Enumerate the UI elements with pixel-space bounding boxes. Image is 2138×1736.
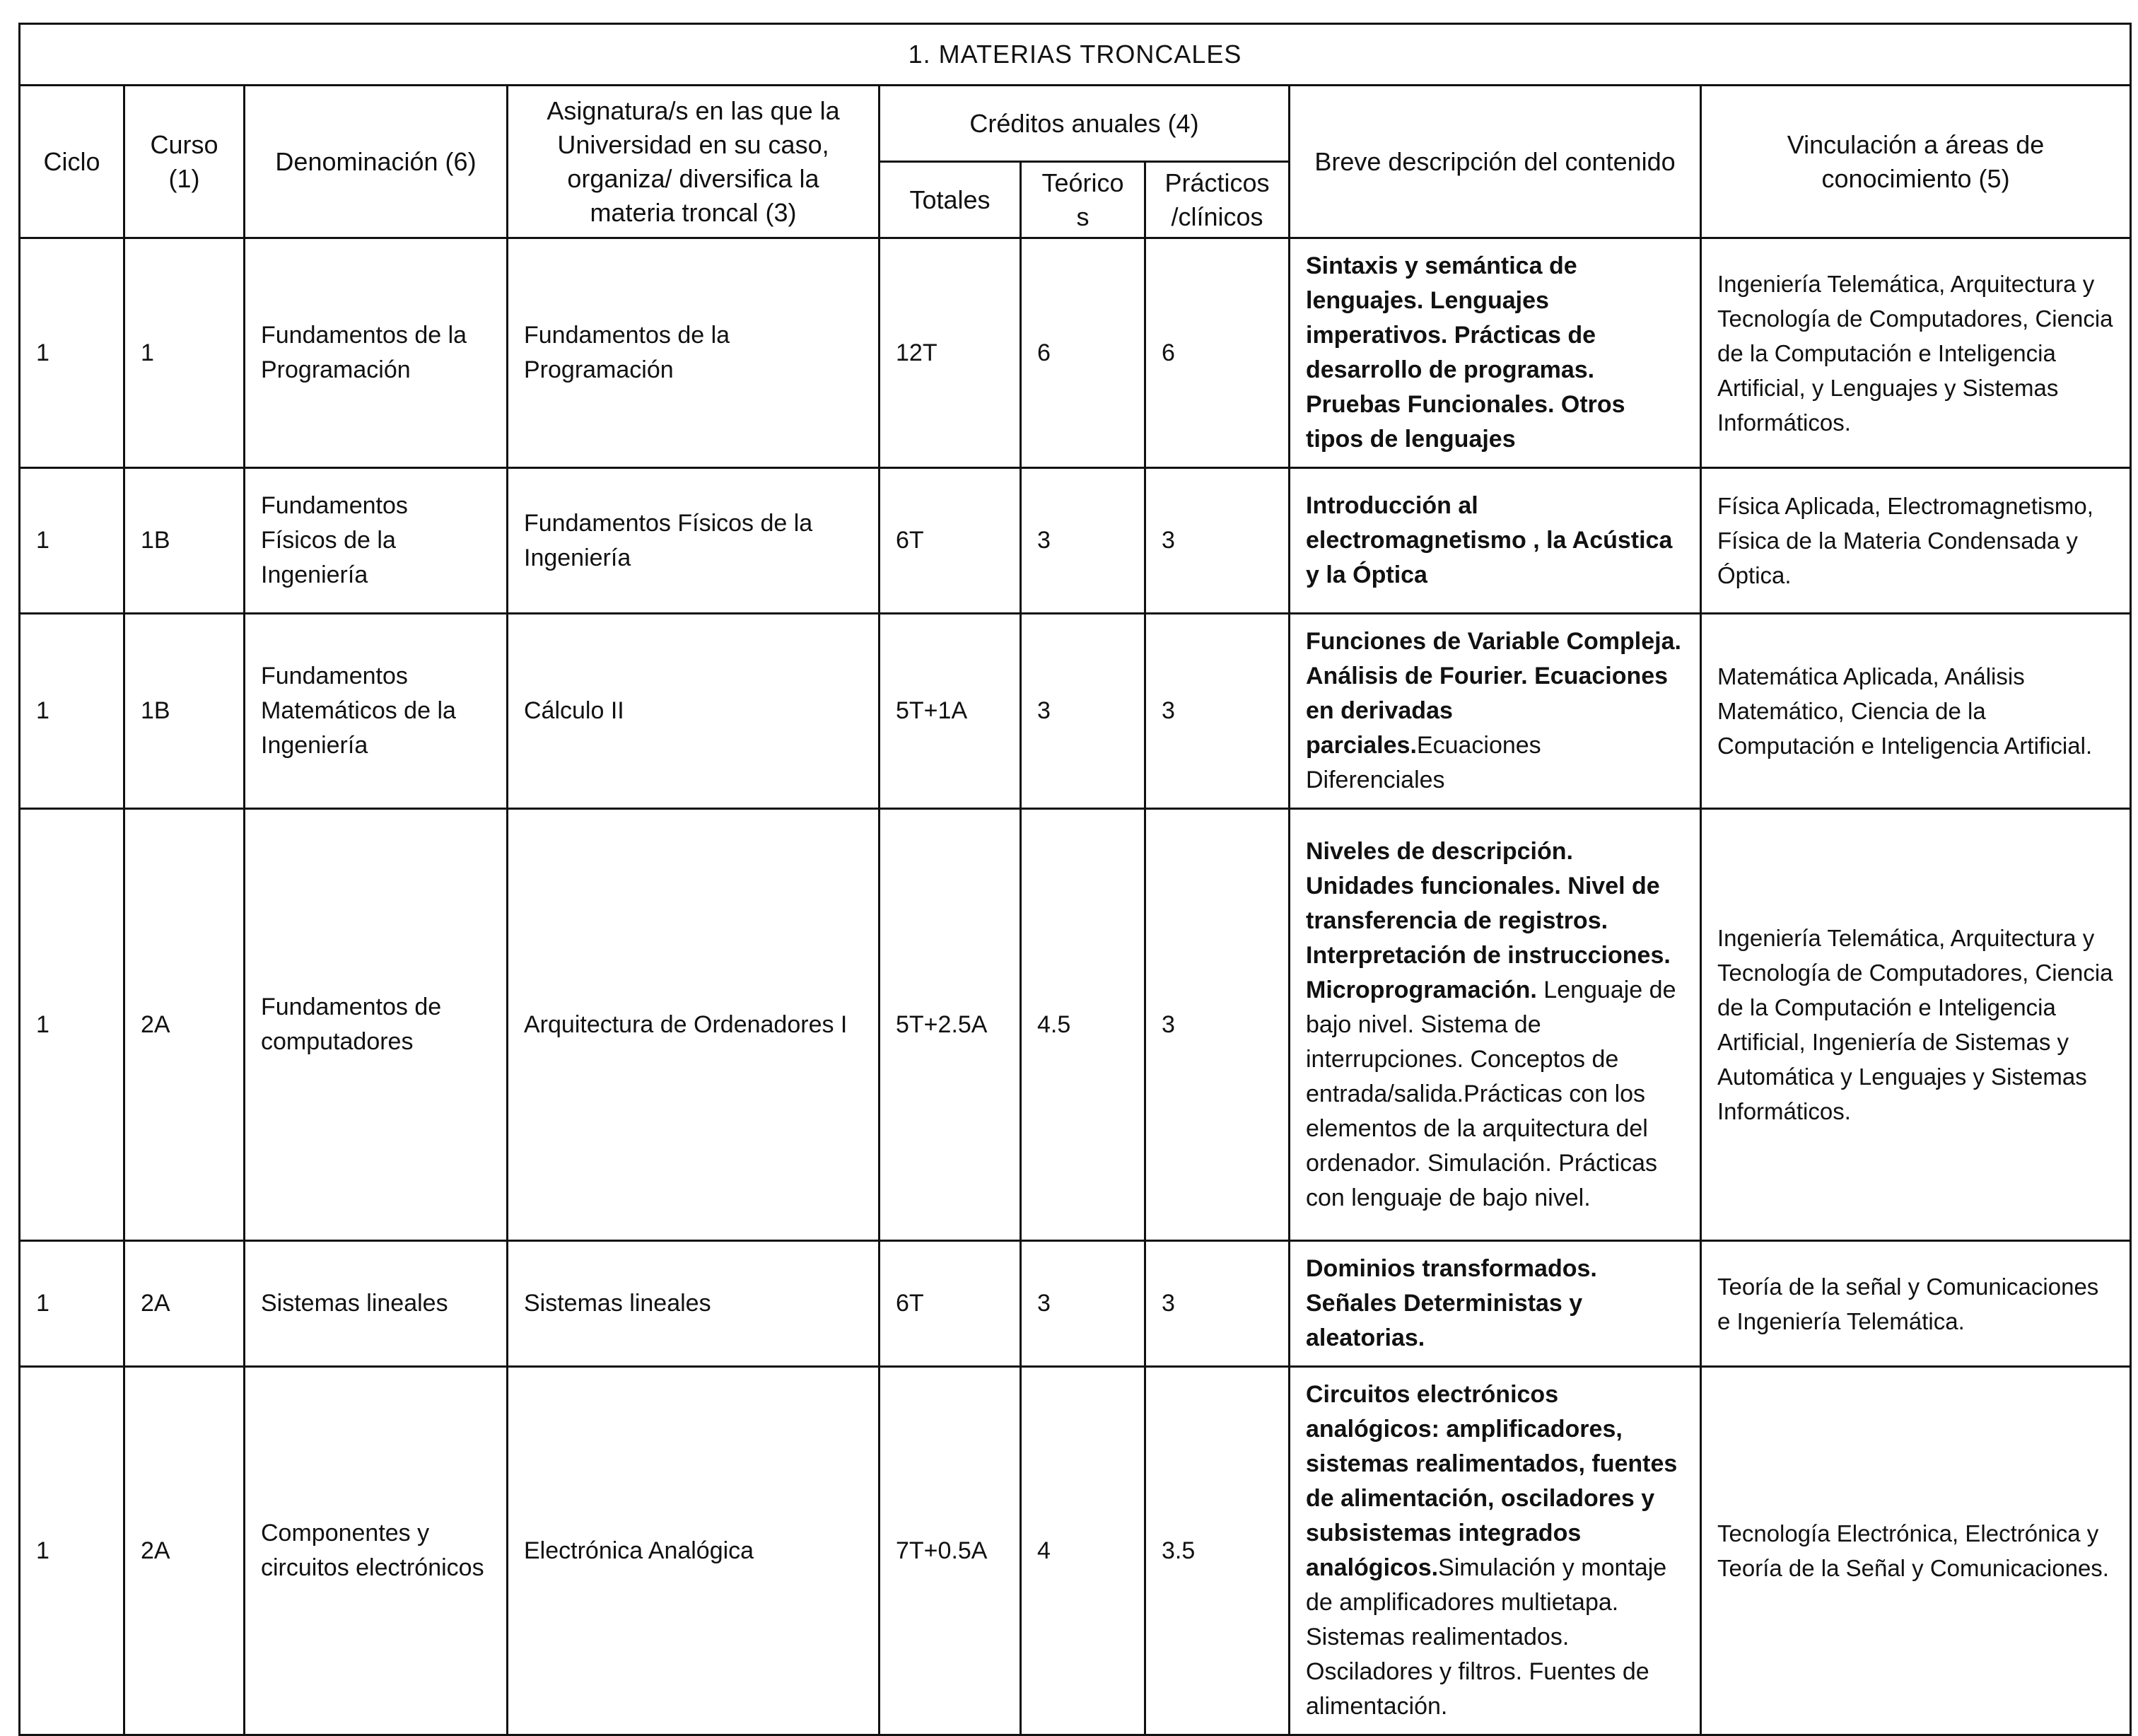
cell-curso: 2A — [124, 1367, 245, 1735]
descripcion-normal-text: Simulación y montaje de amplificadores multietapa. Sistemas realimentados. Osciladores y filtros. Fuentes de alimentación. — [1306, 1554, 1667, 1720]
cell-denominacion: Fundamentos de computadores — [245, 809, 508, 1241]
cell-descripcion — [1290, 614, 1701, 809]
materias-troncales-table — [18, 23, 2132, 1736]
cell-vinculacion: Física Aplicada, Electromagnetismo, Física de la Materia Condensada y Óptica. — [1701, 468, 2131, 614]
cell-asignatura: Electrónica Analógica — [508, 1367, 880, 1735]
header-denominacion: Denominación (6) — [245, 86, 508, 238]
cell-denominacion: Fundamentos de la Programación — [245, 238, 508, 468]
cell-practicos: 3 — [1145, 468, 1290, 614]
cell-asignatura: Cálculo II — [508, 614, 880, 809]
table-row — [20, 1367, 2131, 1735]
header-asignatura: Asignatura/s en las que la Universidad en su caso, organiza/ diversifica la materia troncal (3) — [508, 86, 880, 238]
troncales-table-document — [18, 23, 2130, 1736]
cell-vinculacion: Ingeniería Telemática, Arquitectura y Tecnología de Computadores, Ciencia de la Computación e Inteligencia Artificial, y Lenguajes y Sistemas Informáticos. — [1701, 238, 2131, 468]
cell-teoricos: 3 — [1021, 1241, 1145, 1367]
cell-asignatura: Fundamentos Físicos de la Ingeniería — [508, 468, 880, 614]
header-creditos-anuales: Créditos anuales (4) — [880, 86, 1290, 162]
header-vinculacion: Vinculación a áreas de conocimiento (5) — [1701, 86, 2131, 238]
table-title: 1. MATERIAS TRONCALES — [20, 24, 2131, 86]
table-row — [20, 614, 2131, 809]
descripcion-normal-text: Ecuaciones Diferenciales — [1306, 732, 1541, 793]
header-ciclo: Ciclo — [20, 86, 124, 238]
cell-curso: 1B — [124, 614, 245, 809]
cell-teoricos: 6 — [1021, 238, 1145, 468]
descripcion-bold-text: Niveles de descripción. Unidades funcionales. Nivel de transferencia de registros. Interpretación de instrucciones. Microprogramación. — [1306, 837, 1671, 1003]
cell-totales: 7T+0.5A — [880, 1367, 1021, 1735]
cell-curso: 1 — [124, 238, 245, 468]
cell-totales: 5T+1A — [880, 614, 1021, 809]
cell-teoricos: 4.5 — [1021, 809, 1145, 1241]
cell-descripcion — [1290, 1241, 1701, 1367]
cell-descripcion — [1290, 809, 1701, 1241]
cell-asignatura: Fundamentos de la Programación — [508, 238, 880, 468]
cell-curso: 1B — [124, 468, 245, 614]
header-descripcion: Breve descripción del contenido — [1290, 86, 1701, 238]
header-curso: Curso (1) — [124, 86, 245, 238]
cell-denominacion: Componentes y circuitos electrónicos — [245, 1367, 508, 1735]
cell-denominacion: Fundamentos Matemáticos de la Ingeniería — [245, 614, 508, 809]
cell-totales: 12T — [880, 238, 1021, 468]
cell-practicos: 3 — [1145, 1241, 1290, 1367]
header-practicos: Prácticos /clínicos — [1145, 162, 1290, 238]
cell-descripcion — [1290, 468, 1701, 614]
cell-ciclo: 1 — [20, 238, 124, 468]
table-row — [20, 809, 2131, 1241]
cell-denominacion: Sistemas lineales — [245, 1241, 508, 1367]
descripcion-bold-text: Circuitos electrónicos analógicos: amplificadores, sistemas realimentados, fuentes de alimentación, osciladores y subsistemas integrados analógicos. — [1306, 1381, 1678, 1581]
cell-ciclo: 1 — [20, 809, 124, 1241]
descripcion-bold-text: Funciones de Variable Compleja. Análisis de Fourier. Ecuaciones en derivadas parciales. — [1306, 628, 1681, 759]
cell-practicos: 3 — [1145, 614, 1290, 809]
cell-asignatura: Arquitectura de Ordenadores I — [508, 809, 880, 1241]
cell-totales: 5T+2.5A — [880, 809, 1021, 1241]
cell-vinculacion: Matemática Aplicada, Análisis Matemático, Ciencia de la Computación e Inteligencia Artificial. — [1701, 614, 2131, 809]
cell-vinculacion: Teoría de la señal y Comunicaciones e Ingeniería Telemática. — [1701, 1241, 2131, 1367]
cell-ciclo: 1 — [20, 1367, 124, 1735]
cell-descripcion — [1290, 1367, 1701, 1735]
header-totales: Totales — [880, 162, 1021, 238]
cell-practicos: 3.5 — [1145, 1367, 1290, 1735]
cell-ciclo: 1 — [20, 468, 124, 614]
cell-descripcion — [1290, 238, 1701, 468]
cell-curso: 2A — [124, 1241, 245, 1367]
cell-totales: 6T — [880, 1241, 1021, 1367]
descripcion-bold-text: Dominios transformados. Señales Deterministas y aleatorias. — [1306, 1255, 1597, 1351]
cell-vinculacion: Ingeniería Telemática, Arquitectura y Tecnología de Computadores, Ciencia de la Computación e Inteligencia Artificial, Ingeniería de Sistemas y Automática y Lenguajes y Sistemas Informáticos. — [1701, 809, 2131, 1241]
cell-ciclo: 1 — [20, 1241, 124, 1367]
descripcion-bold-text: Introducción al electromagnetismo , la Acústica y la Óptica — [1306, 492, 1673, 588]
descripcion-bold-text: Sintaxis y semántica de lenguajes. Lenguajes imperativos. Prácticas de desarrollo de programas. Pruebas Funcionales. Otros tipos de lenguajes — [1306, 252, 1625, 453]
table-row — [20, 238, 2131, 468]
descripcion-normal-text: Lenguaje de bajo nivel. Sistema de interrupciones. Conceptos de entrada/salida.Prácticas con los elementos de la arquitectura del ordenador. Simulación. Prácticas con lenguaje de bajo nivel. — [1306, 976, 1676, 1211]
header-teoricos: Teórico s — [1021, 162, 1145, 238]
cell-teoricos: 4 — [1021, 1367, 1145, 1735]
cell-practicos: 3 — [1145, 809, 1290, 1241]
cell-totales: 6T — [880, 468, 1021, 614]
cell-ciclo: 1 — [20, 614, 124, 809]
cell-teoricos: 3 — [1021, 468, 1145, 614]
table-row — [20, 1241, 2131, 1367]
cell-curso: 2A — [124, 809, 245, 1241]
cell-asignatura: Sistemas lineales — [508, 1241, 880, 1367]
cell-denominacion: Fundamentos Físicos de la Ingeniería — [245, 468, 508, 614]
table-row — [20, 468, 2131, 614]
cell-teoricos: 3 — [1021, 614, 1145, 809]
cell-vinculacion: Tecnología Electrónica, Electrónica y Teoría de la Señal y Comunicaciones. — [1701, 1367, 2131, 1735]
cell-practicos: 6 — [1145, 238, 1290, 468]
